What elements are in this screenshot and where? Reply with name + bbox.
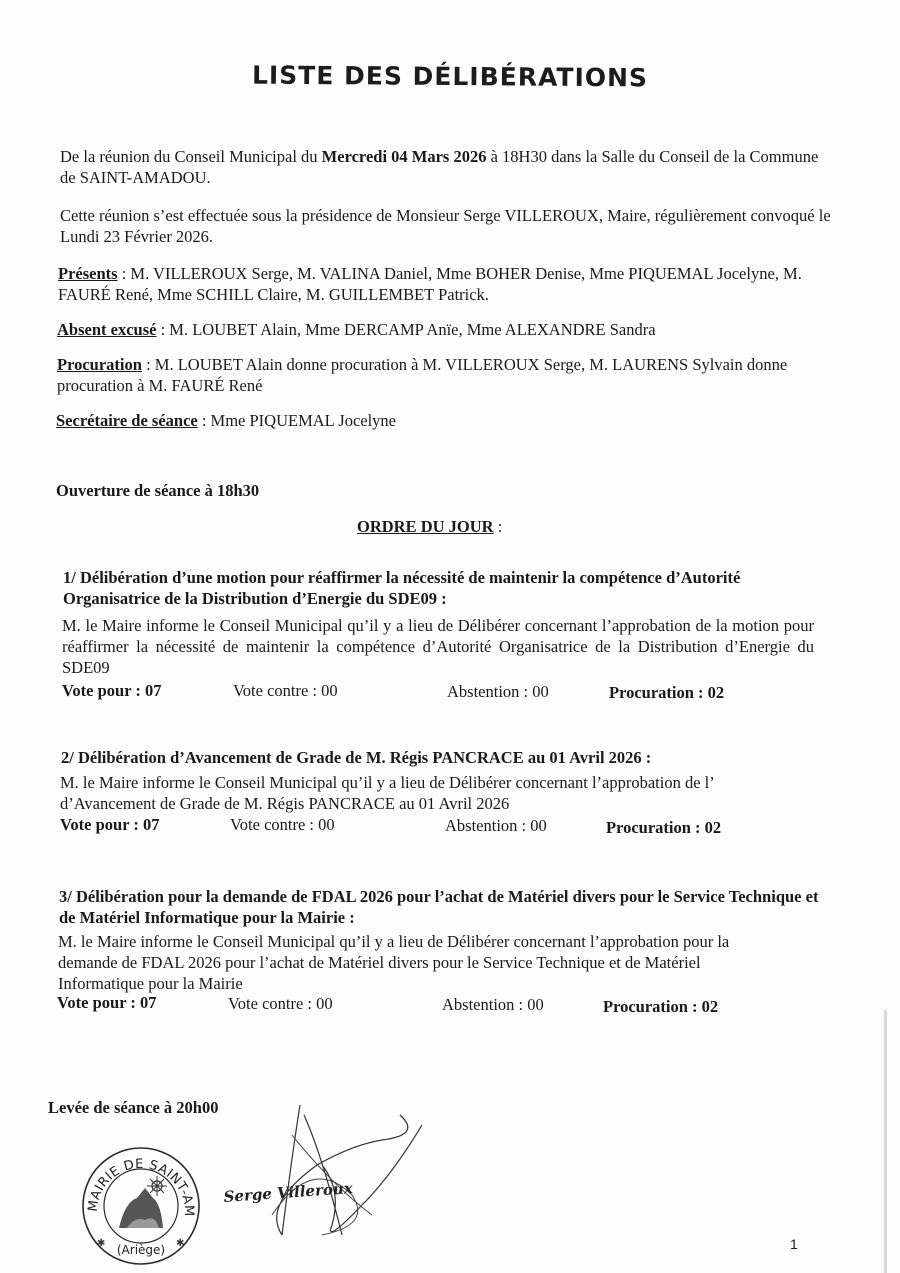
secretaire-label: Secrétaire de séance bbox=[56, 411, 198, 430]
signature-name-text: Serge Villeroux bbox=[223, 1179, 354, 1206]
procuration-text: : M. LOUBET Alain donne procuration à M. VILLEROUX Serge, M. LAURENS Sylvain donne procuration à M. FAURÉ René bbox=[57, 355, 788, 395]
absent-line bbox=[57, 319, 829, 340]
deliberation-1-vote-pour: Vote pour : 07 bbox=[62, 681, 162, 700]
seal-building-icon bbox=[119, 1176, 167, 1228]
meeting-date: Mercredi 04 Mars 2026 bbox=[321, 147, 487, 166]
deliberation-2-vote-pour: Vote pour : 07 bbox=[60, 815, 160, 834]
secretaire-text: : Mme PIQUEMAL Jocelyne bbox=[197, 411, 396, 430]
deliberation-3-procuration: Procuration : 02 bbox=[603, 997, 719, 1016]
deliberation-1-title: 1/ Délibération d’une motion pour réaffirmer la nécessité de maintenir la compétence d’Autorité Organisatrice de la Distribution d’Energie du SDE09 : bbox=[63, 568, 741, 608]
ordre-colon: : bbox=[493, 517, 503, 536]
intro-text-a: De la réunion du Conseil Municipal du bbox=[60, 147, 322, 166]
intro-paragraph-2: Cette réunion s’est effectuée sous la présidence de Monsieur Serge VILLEROUX, Maire, régulièrement convoqué le Lundi 23 Février 2026. bbox=[60, 206, 831, 246]
ordre-label: ORDRE DU JOUR bbox=[357, 517, 494, 536]
deliberation-3-vote-contre: Vote contre : 00 bbox=[228, 994, 333, 1013]
scan-edge bbox=[884, 1010, 887, 1273]
presents-line bbox=[58, 263, 830, 305]
deliberation-3-abstention: Abstention : 00 bbox=[442, 995, 544, 1014]
deliberation-3-text: M. le Maire informe le Conseil Municipal qu’il y a lieu de Délibérer concernant l’approbation pour la demande de FDAL 2026 pour l’achat de Matériel divers pour le Service Technique et de Matériel Informatique pour la Mairie bbox=[58, 932, 730, 993]
mayor-signature bbox=[222, 1095, 437, 1250]
deliberation-3-title: 3/ Délibération pour la demande de FDAL 2026 pour l’achat de Matériel divers pour le Service Technique et de Matériel Informatique pour la Mairie : bbox=[59, 887, 819, 927]
presents-text: : M. VILLEROUX Serge, M. VALINA Daniel, Mme BOHER Denise, Mme PIQUEMAL Jocelyne, M. FAURÉ René, Mme SCHILL Claire, M. GUILLEMBET Patrick. bbox=[58, 264, 802, 304]
deliberation-2-vote-contre: Vote contre : 00 bbox=[230, 815, 335, 834]
intro-text-b: à 18H30 dans la Salle du Conseil de la Commune de SAINT-AMADOU. bbox=[60, 147, 819, 187]
levee-seance: Levée de séance à 20h00 bbox=[48, 1098, 219, 1117]
deliberation-2-text: M. le Maire informe le Conseil Municipal qu’il y a lieu de Délibérer concernant l’approbation de l’ d’Avancement de Grade de M. Régis PANCRACE au 01 Avril 2026 bbox=[60, 773, 714, 813]
mairie-seal bbox=[75, 1140, 205, 1273]
intro-paragraph-1 bbox=[60, 146, 832, 188]
absent-text: : M. LOUBET Alain, Mme DERCAMP Anïe, Mme ALEXANDRE Sandra bbox=[156, 320, 656, 339]
svg-text:✱: ✱ bbox=[97, 1238, 106, 1249]
page-number: 1 bbox=[790, 1236, 798, 1252]
deliberation-1-procuration: Procuration : 02 bbox=[609, 683, 725, 702]
secretaire-line bbox=[56, 410, 828, 431]
ouverture-seance: Ouverture de séance à 18h30 bbox=[56, 481, 260, 500]
absent-label: Absent excusé bbox=[57, 320, 157, 339]
svg-text:✱: ✱ bbox=[176, 1238, 185, 1249]
presents-label: Présents bbox=[58, 264, 118, 283]
procuration-label: Procuration bbox=[57, 355, 142, 374]
deliberation-1-vote-contre: Vote contre : 00 bbox=[233, 681, 338, 700]
deliberation-2-title: 2/ Délibération d’Avancement de Grade de M. Régis PANCRACE au 01 Avril 2026 : bbox=[61, 748, 652, 767]
deliberation-1-text: M. le Maire informe le Conseil Municipal qu’il y a lieu de Délibérer concernant l’approbation de la motion pour réaffirmer la nécessité de maintenir la compétence d’Autorité Organisatrice de la Distribution d’Energie du SDE09 bbox=[62, 616, 814, 677]
procuration-line bbox=[57, 354, 829, 396]
deliberation-2-abstention: Abstention : 00 bbox=[445, 816, 547, 835]
ordre-du-jour bbox=[357, 516, 502, 537]
seal-bottom-text: (Ariège) bbox=[116, 1243, 166, 1257]
deliberation-3-vote-pour: Vote pour : 07 bbox=[57, 993, 157, 1012]
page-title: LISTE DES DÉLIBÉRATIONS bbox=[251, 60, 649, 93]
deliberation-1-abstention: Abstention : 00 bbox=[447, 682, 549, 701]
seal-graphic bbox=[75, 1140, 205, 1268]
signature-graphic bbox=[222, 1095, 437, 1245]
deliberation-2-procuration: Procuration : 02 bbox=[606, 818, 722, 837]
seal-top-text: MAIRIE DE SAINT-AM bbox=[85, 1156, 197, 1217]
